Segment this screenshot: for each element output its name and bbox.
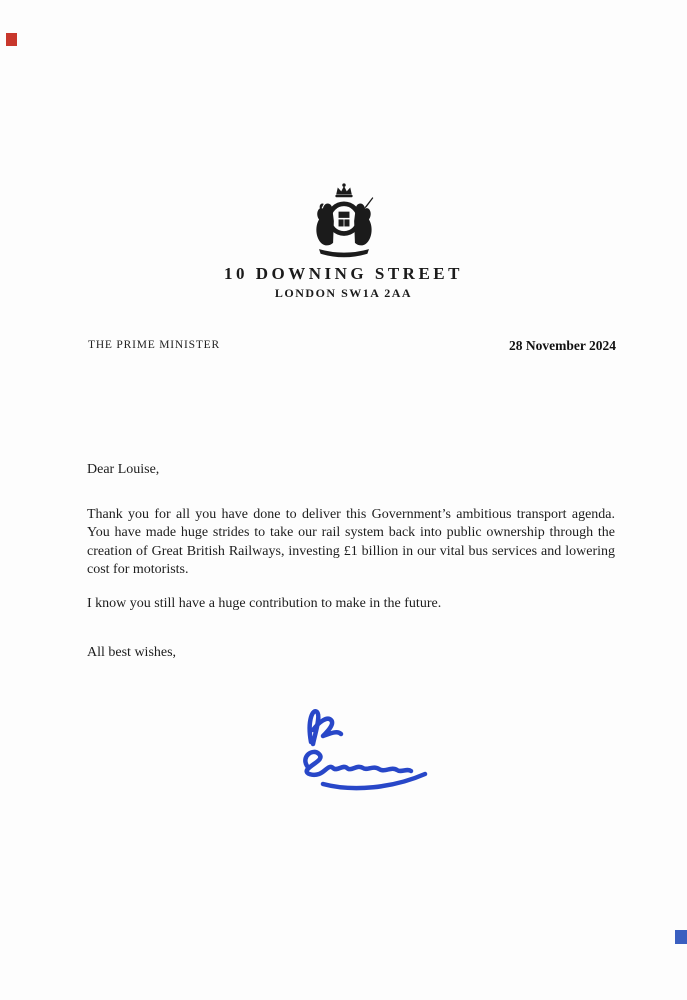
body-paragraph: I know you still have a huge contribution to make in the future. — [87, 595, 442, 611]
closing-line: All best wishes, — [87, 645, 177, 660]
body-paragraph: Thank you for all you have done to deliver this Government’s ambitious transport agenda. You have made huge strides to take our rail system back into public ownership through the creation of Great British Railways, investing £1 billion in our vital bus services and lowering cost for motorists. — [87, 506, 615, 577]
salutation: Dear Louise, — [87, 462, 160, 477]
letter-body — [87, 461, 615, 663]
scan-artifact-top-left — [6, 33, 17, 46]
letter-date: 28 November 2024 — [509, 338, 616, 353]
letterhead-street: 10 DOWNING STREET — [224, 264, 463, 283]
letterhead-city: LONDON SW1A 2AA — [274, 286, 413, 300]
prime-minister-signature — [293, 700, 453, 795]
sender-title: THE PRIME MINISTER — [88, 339, 220, 351]
royal-coat-of-arms-icon — [296, 182, 392, 260]
scan-artifact-bottom-right — [675, 930, 687, 944]
